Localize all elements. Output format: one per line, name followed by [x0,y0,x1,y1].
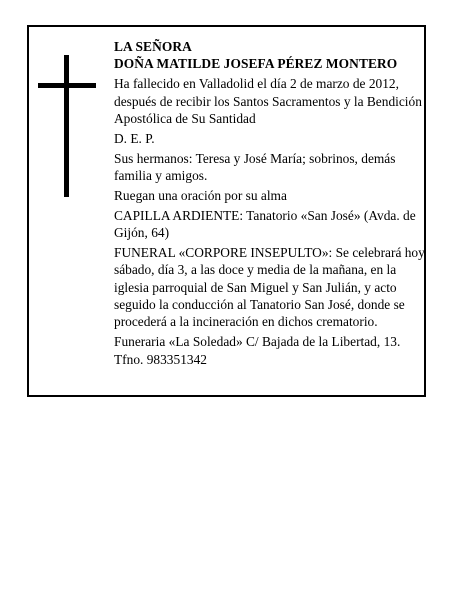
prayer-request: Ruegan una oración por su alma [114,187,287,203]
family-mourners: Sus hermanos: Teresa y José María; sobrinos, demás familia y amigos. [114,150,396,184]
chapel-info: CAPILLA ARDIENTE: Tanatorio «San José» (Avda. de Gijón, 64) [114,207,416,241]
notice-heading [114,38,430,73]
funeral-info: FUNERAL «CORPORE INSEPULTO»: Se celebrará hoy sábado, día 3, a las doce y media de la mañana, en la iglesia parroquial de San Miguel y San Julián, y acto seguido la conducción al Tanatorio San José, donde se procederá a la incineración en dichos crematorio. [114,244,425,330]
cross-horizontal-bar [38,83,96,88]
funeral-home-info: Funeraria «La Soledad» C/ Bajada de la Libertad, 13. Tfno. 983351342 [114,334,401,367]
deceased-name: DOÑA MATILDE JOSEFA PÉREZ MONTERO [114,56,398,72]
cross-vertical-bar [64,55,69,197]
notice-title: LA SEÑORA [114,39,192,54]
obituary-text [114,38,430,370]
death-announcement: Ha fallecido en Valladolid el día 2 de marzo de 2012, después de recibir los Santos Sacramentos y la Bendición Apostólica de Su Santidad [114,76,422,127]
rip-text: D. E. P. [114,130,155,146]
